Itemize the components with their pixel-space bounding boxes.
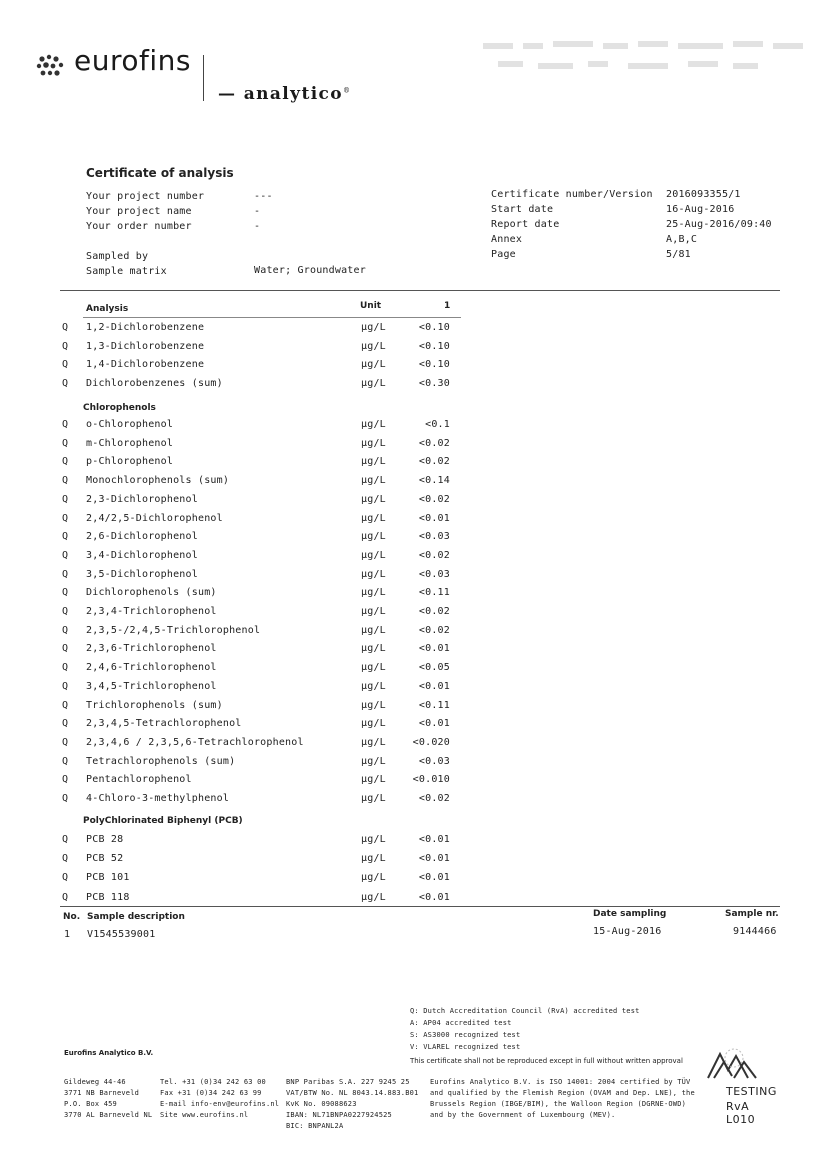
analysis-row-q: Q	[62, 643, 69, 655]
analysis-row-q: Q	[62, 755, 69, 767]
footer-address-2: 3771 NB Barneveld	[64, 1089, 140, 1097]
analysis-row-value: <0.10	[418, 359, 450, 371]
footer-company: Eurofins Analytico B.V.	[64, 1049, 154, 1057]
analysis-row-value: <0.30	[418, 378, 450, 390]
analysis-row-unit: µg/L	[361, 549, 386, 561]
analysis-row-value: <0.01	[418, 872, 450, 884]
certificate-title: Certificate of analysis	[86, 166, 234, 180]
footer-iso-1: Eurofins Analytico B.V. is ISO 14001: 2004 certified by TÜV	[430, 1078, 691, 1086]
analysis-row-unit: µg/L	[361, 493, 386, 505]
analysis-row-name: p-Chlorophenol	[86, 456, 174, 468]
analysis-row-q: Q	[62, 793, 69, 804]
footer-tel: Tel. +31 (0)34 242 63 00	[160, 1078, 266, 1086]
analysis-row-value: <0.010	[412, 774, 450, 786]
sample-row-description: V1545539001	[87, 929, 156, 940]
date-sampling-header: Date sampling	[593, 909, 667, 919]
analysis-row-value: <0.02	[418, 437, 450, 449]
analysis-row-value: <0.11	[418, 699, 450, 711]
legend-line-a: A: AP04 accredited test	[410, 1019, 512, 1027]
analysis-row-unit: µg/L	[361, 624, 386, 636]
sample-column-header: 1	[444, 301, 451, 311]
analysis-row-q: Q	[62, 568, 69, 580]
analysis-row-q: Q	[62, 493, 69, 505]
table-header-rule	[83, 317, 461, 318]
analysis-row-name: PCB 28	[86, 834, 124, 845]
analysis-row-unit: µg/L	[361, 531, 386, 543]
legend-line-q: Q: Dutch Accreditation Council (RvA) accredited test	[410, 1007, 640, 1015]
footer-iso-2: and qualified by the Flemish Region (OVAM and Dep. LNE), the	[430, 1089, 695, 1097]
analysis-row-q: Q	[62, 340, 69, 352]
analysis-row-q: Q	[62, 437, 69, 449]
analysis-row-value: <0.01	[418, 718, 450, 730]
analysis-row-unit: µg/L	[361, 643, 386, 655]
analysis-row-value: <0.02	[418, 606, 450, 617]
analysis-row-value: <0.03	[418, 531, 450, 543]
analysis-row-name: 2,3,6-Trichlorophenol	[86, 643, 217, 655]
analysis-row-value: <0.01	[418, 512, 450, 524]
analysis-row-q: Q	[62, 606, 69, 617]
analysis-row-unit: µg/L	[361, 680, 386, 692]
sample-matrix-label: Sample matrix	[86, 266, 167, 277]
analysis-row-name: 3,4,5-Trichlorophenol	[86, 680, 217, 692]
analysis-row-unit: µg/L	[361, 359, 386, 371]
analysis-row-unit: µg/L	[361, 378, 386, 390]
analysis-column-header: Analysis	[86, 304, 129, 314]
analysis-row-q: Q	[62, 853, 69, 865]
analysis-row-name: PCB 52	[86, 853, 124, 865]
analysis-row-name: 3,5-Dichlorophenol	[86, 568, 198, 580]
footer-email: E-mail info-env@eurofins.nl	[160, 1100, 280, 1108]
analysis-row-q: Q	[62, 531, 69, 543]
analysis-row-value: <0.05	[418, 662, 450, 674]
analysis-row-q: Q	[62, 872, 69, 884]
analysis-row-q: Q	[62, 322, 69, 333]
analysis-row-value: <0.01	[418, 680, 450, 692]
analysis-row-unit: µg/L	[361, 834, 386, 845]
analysis-row-q: Q	[62, 512, 69, 524]
analysis-row-name: Trichlorophenols (sum)	[86, 699, 223, 711]
analysis-row-unit: µg/L	[361, 322, 386, 333]
analysis-row-value: <0.02	[418, 493, 450, 505]
sampled-by-label: Sampled by	[86, 251, 149, 262]
analysis-row-name: 1,3-Dichlorobenzene	[86, 340, 205, 352]
analysis-row-name: 2,3,4,5-Tetrachlorophenol	[86, 718, 242, 730]
analytico-wordmark: — analytico®	[218, 84, 352, 104]
analysis-row-value: <0.02	[418, 549, 450, 561]
analysis-row-value: <0.01	[418, 834, 450, 845]
analysis-row-value: <0.10	[418, 340, 450, 352]
group-header-chlorophenols: Chlorophenols	[83, 403, 156, 413]
annex-label: Annex	[491, 234, 523, 245]
legend-line-v: V: VLAREL recognized test	[410, 1043, 521, 1051]
sample-description-header: Sample description	[87, 912, 185, 922]
footer-address-1: Gildeweg 44-46	[64, 1078, 126, 1086]
analysis-row-unit: µg/L	[361, 736, 386, 748]
sample-no-header: No.	[63, 912, 81, 922]
sample-row-no: 1	[64, 929, 71, 940]
analysis-row-q: Q	[62, 736, 69, 748]
analysis-row-name: 2,3,5-/2,4,5-Trichlorophenol	[86, 624, 261, 636]
analysis-row-name: 3,4-Dichlorophenol	[86, 549, 198, 561]
sample-row-nr: 9144466	[733, 926, 777, 937]
footer-bank-4: IBAN: NL71BNPA0227924525	[286, 1111, 392, 1119]
analysis-row-name: Dichlorobenzenes (sum)	[86, 378, 223, 390]
analysis-row-q: Q	[62, 774, 69, 786]
analysis-row-value: <0.14	[418, 475, 450, 487]
footer-iso-3: Brussels Region (IBGE/BIM), the Walloon Region (DGRNE-OWD)	[430, 1100, 687, 1108]
analysis-row-q: Q	[62, 834, 69, 845]
cert-number-value: 2016093355/1	[666, 189, 741, 200]
analysis-row-unit: µg/L	[361, 512, 386, 524]
footer-site: Site www.eurofins.nl	[160, 1111, 249, 1119]
analysis-row-q: Q	[62, 891, 69, 903]
analysis-row-q: Q	[62, 419, 69, 430]
analysis-row-unit: µg/L	[361, 755, 386, 767]
analysis-row-unit: µg/L	[361, 587, 386, 599]
analysis-row-name: 2,3-Dichlorophenol	[86, 493, 198, 505]
analysis-row-value: <0.01	[418, 891, 450, 903]
analysis-row-unit: µg/L	[361, 606, 386, 617]
annex-value: A,B,C	[666, 234, 698, 245]
footer-address-3: P.O. Box 459	[64, 1100, 117, 1108]
badge-rva-number: RvA L010	[726, 1100, 756, 1126]
analysis-row-name: 1,4-Dichlorobenzene	[86, 359, 205, 371]
legend-line-s: S: AS3000 recognized test	[410, 1031, 521, 1039]
analysis-row-name: 2,6-Dichlorophenol	[86, 531, 198, 543]
order-number-label: Your order number	[86, 221, 192, 232]
footer-iso-4: and by the Government of Luxembourg (MEV).	[430, 1111, 616, 1119]
logo-wordmark: eurofins	[74, 44, 191, 77]
footer-address-4: 3770 AL Barneveld NL	[64, 1111, 153, 1119]
analysis-row-q: Q	[62, 587, 69, 599]
analysis-row-q: Q	[62, 456, 69, 468]
analysis-row-unit: µg/L	[361, 872, 386, 884]
analysis-row-name: o-Chlorophenol	[86, 419, 174, 430]
analysis-row-q: Q	[62, 699, 69, 711]
analysis-row-q: Q	[62, 359, 69, 371]
analysis-row-name: PCB 118	[86, 891, 130, 903]
analysis-row-value: <0.03	[418, 568, 450, 580]
eurofins-logo-icon	[36, 53, 70, 81]
footer-bank-5: BIC: BNPANL2A	[286, 1122, 344, 1130]
order-number-value: -	[254, 221, 261, 232]
analysis-row-name: 2,4/2,5-Dichlorophenol	[86, 512, 223, 524]
cert-number-label: Certificate number/Version	[491, 189, 653, 200]
badge-testing: TESTING	[726, 1085, 777, 1098]
analysis-row-value: <0.020	[412, 736, 450, 748]
analysis-row-q: Q	[62, 549, 69, 561]
analysis-row-name: 2,3,4,6 / 2,3,5,6-Tetrachlorophenol	[86, 736, 304, 748]
start-date-value: 16-Aug-2016	[666, 204, 735, 215]
project-number-value: ---	[254, 191, 273, 202]
reproduce-note: This certificate shall not be reproduced except in full without written approval	[410, 1057, 683, 1065]
report-date-label: Report date	[491, 219, 560, 230]
sample-matrix-value: Water; Groundwater	[254, 265, 366, 276]
analysis-row-name: 4-Chloro-3-methylphenol	[86, 793, 230, 804]
analysis-row-value: <0.02	[418, 456, 450, 468]
project-number-label: Your project number	[86, 191, 205, 202]
analysis-row-unit: µg/L	[361, 718, 386, 730]
footer-bank-1: BNP Paribas S.A. 227 9245 25	[286, 1078, 410, 1086]
analysis-row-value: <0.1	[425, 419, 450, 430]
analysis-row-unit: µg/L	[361, 419, 386, 430]
analysis-row-unit: µg/L	[361, 475, 386, 487]
analysis-row-unit: µg/L	[361, 456, 386, 468]
logo-divider	[203, 55, 204, 101]
start-date-label: Start date	[491, 204, 554, 215]
report-date-value: 25-Aug-2016/09:40	[666, 219, 772, 230]
analysis-row-name: Pentachlorophenol	[86, 774, 192, 786]
table-bottom-rule	[60, 906, 780, 907]
page-label: Page	[491, 249, 516, 260]
analysis-row-value: <0.10	[418, 322, 450, 333]
analysis-row-name: PCB 101	[86, 872, 130, 884]
analysis-row-value: <0.01	[418, 853, 450, 865]
analysis-row-name: m-Chlorophenol	[86, 437, 174, 449]
analysis-row-name: 1,2-Dichlorobenzene	[86, 322, 205, 333]
project-name-value: -	[254, 206, 261, 217]
analysis-row-value: <0.11	[418, 587, 450, 599]
analysis-row-unit: µg/L	[361, 340, 386, 352]
project-name-label: Your project name	[86, 206, 192, 217]
analysis-row-value: <0.02	[418, 624, 450, 636]
footer-fax: Fax +31 (0)34 242 63 99	[160, 1089, 262, 1097]
rva-testing-badge	[700, 1040, 780, 1126]
analysis-row-name: 2,3,4-Trichlorophenol	[86, 606, 217, 617]
analysis-row-name: Tetrachlorophenols (sum)	[86, 755, 236, 767]
analysis-row-unit: µg/L	[361, 774, 386, 786]
analysis-row-value: <0.01	[418, 643, 450, 655]
rva-logo-icon	[704, 1048, 764, 1084]
analysis-row-value: <0.02	[418, 793, 450, 804]
analysis-row-q: Q	[62, 475, 69, 487]
analysis-row-unit: µg/L	[361, 662, 386, 674]
unit-column-header: Unit	[360, 301, 382, 311]
analysis-row-q: Q	[62, 718, 69, 730]
analysis-row-q: Q	[62, 662, 69, 674]
analysis-row-unit: µg/L	[361, 437, 386, 449]
analysis-row-value: <0.03	[418, 755, 450, 767]
analysis-row-q: Q	[62, 624, 69, 636]
analysis-row-name: Monochlorophenols (sum)	[86, 475, 230, 487]
analysis-row-unit: µg/L	[361, 568, 386, 580]
footer-bank-2: VAT/BTW No. NL 8043.14.883.B01	[286, 1089, 419, 1097]
page-value: 5/81	[666, 249, 691, 260]
analysis-row-q: Q	[62, 378, 69, 390]
footer-bank-3: KvK No. 09088623	[286, 1100, 357, 1108]
analysis-row-unit: µg/L	[361, 853, 386, 865]
analysis-row-unit: µg/L	[361, 793, 386, 804]
header-divider	[60, 290, 780, 291]
analysis-row-unit: µg/L	[361, 699, 386, 711]
group-header-pcb: PolyChlorinated Biphenyl (PCB)	[83, 816, 243, 826]
sample-nr-header: Sample nr.	[725, 909, 779, 919]
analysis-row-name: 2,4,6-Trichlorophenol	[86, 662, 217, 674]
analysis-row-unit: µg/L	[361, 891, 386, 903]
sample-row-date: 15-Aug-2016	[593, 926, 662, 937]
analysis-row-name: Dichlorophenols (sum)	[86, 587, 217, 599]
analysis-row-q: Q	[62, 680, 69, 692]
faded-stamp-icon	[478, 26, 808, 86]
